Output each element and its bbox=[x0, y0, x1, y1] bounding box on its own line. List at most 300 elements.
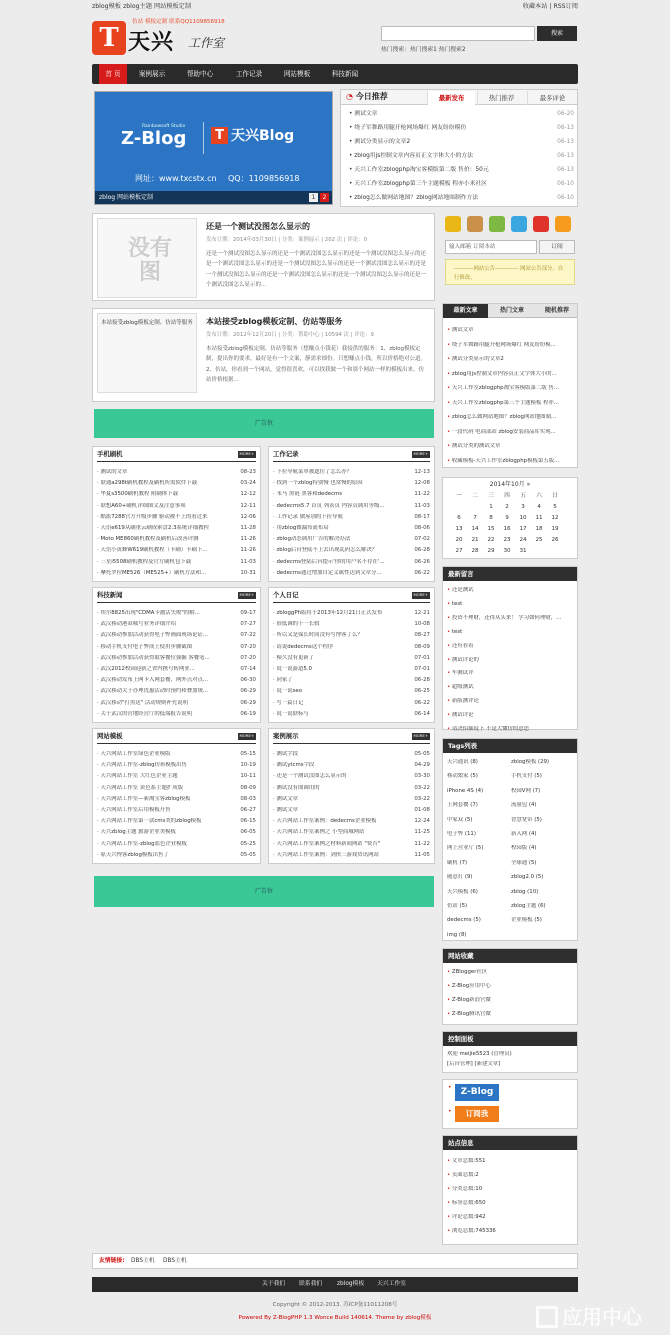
tag-link[interactable]: 校园V网 (7) bbox=[511, 787, 541, 794]
item-title: 武汉移动发布上网卡入网套餐，网外点对点... bbox=[100, 677, 209, 684]
list-item[interactable] bbox=[273, 547, 430, 553]
nav-worklog[interactable]: 工作记录 bbox=[235, 70, 263, 78]
calendar-day[interactable]: 29 bbox=[487, 548, 495, 555]
list-item[interactable] bbox=[273, 677, 430, 683]
comment-item[interactable] bbox=[447, 670, 573, 676]
item-text: 新版测评论 bbox=[451, 698, 479, 705]
list-item[interactable] bbox=[273, 503, 430, 509]
list-item[interactable] bbox=[273, 852, 430, 858]
nav-cases[interactable]: 案例展示 bbox=[138, 70, 166, 78]
list-item[interactable]: • 天兴工作室zblogphp淘宝客模版第二版 售价：50元 06-13 bbox=[349, 167, 574, 173]
bullet-icon: · bbox=[97, 762, 101, 769]
list-item[interactable] bbox=[273, 559, 430, 565]
bullet-icon: · bbox=[273, 795, 277, 802]
link-item[interactable] bbox=[447, 1011, 573, 1017]
bullet-icon: · bbox=[97, 513, 101, 520]
list-item[interactable] bbox=[97, 570, 256, 576]
list-item[interactable] bbox=[97, 469, 256, 475]
box-title[interactable]: 网站模板 bbox=[97, 732, 123, 740]
mail-icon[interactable] bbox=[467, 216, 483, 232]
item-title: zblog动态调用广告的解决办法 bbox=[276, 536, 351, 543]
bullet-icon: · bbox=[97, 536, 101, 543]
more-button[interactable]: MORE+ bbox=[239, 451, 254, 456]
list-item[interactable] bbox=[447, 429, 573, 435]
bullet-icon: · bbox=[273, 513, 277, 520]
footer-contact[interactable]: 联系我们 bbox=[299, 1281, 323, 1287]
item-text: zblog用js控制文章内容页正文字体大小的... bbox=[451, 370, 557, 377]
calendar-day[interactable] bbox=[467, 502, 483, 513]
list-item[interactable] bbox=[97, 807, 256, 813]
list-item[interactable] bbox=[447, 371, 573, 377]
weekday-label: 日 bbox=[552, 493, 558, 500]
footer-templates[interactable]: zblog模板 bbox=[337, 1281, 365, 1287]
item-title: 移动手机支付电子弊成上使用步骤截图 bbox=[100, 643, 193, 650]
calendar-day[interactable]: 3 bbox=[521, 504, 525, 511]
tag-link[interactable]: zblog模板 (29) bbox=[511, 759, 550, 765]
thumbnail-text: 本站接受zblog模板定制、仿站等服务 bbox=[101, 320, 193, 326]
link-item[interactable] bbox=[447, 997, 573, 1003]
calendar-day[interactable]: 25 bbox=[535, 537, 543, 544]
list-item[interactable] bbox=[447, 414, 573, 420]
control-panel-widget bbox=[442, 1031, 578, 1073]
tag-link[interactable]: 移动繁家 (5) bbox=[447, 773, 478, 780]
bullet-icon: • bbox=[447, 969, 452, 975]
list-item[interactable] bbox=[273, 841, 430, 847]
list-item[interactable] bbox=[273, 525, 430, 531]
calendar-day[interactable]: 27 bbox=[455, 548, 463, 555]
powered-by[interactable]: Powered By Z-BlogPHP 1.3 Wonce Build 140614. Theme by zblog模板 bbox=[238, 1315, 432, 1321]
hot-searches[interactable]: 热门搜索：热门搜索1 热门搜索2 bbox=[381, 47, 466, 53]
logo-mark: T bbox=[92, 21, 126, 55]
twitter-icon[interactable] bbox=[511, 216, 527, 232]
more-button[interactable]: MORE+ bbox=[239, 733, 254, 738]
post-thumbnail[interactable] bbox=[97, 218, 197, 298]
box-divider bbox=[273, 461, 430, 462]
calendar-day[interactable]: 19 bbox=[551, 526, 559, 533]
calendar-day[interactable]: 14 bbox=[471, 526, 479, 533]
stat-item[interactable] bbox=[447, 1200, 573, 1206]
stat-item[interactable] bbox=[447, 1158, 573, 1164]
item-title: 用zblog做漏布流布局 bbox=[276, 525, 329, 531]
item-date: 12-06 bbox=[240, 513, 256, 520]
tag-link[interactable]: 企业模板 (5) bbox=[511, 917, 542, 924]
search-input[interactable] bbox=[381, 26, 535, 41]
calendar-day[interactable]: 28 bbox=[471, 548, 479, 555]
list-item[interactable] bbox=[97, 632, 256, 638]
comment-item[interactable] bbox=[447, 601, 573, 607]
item-text: 超级测试 bbox=[451, 684, 474, 691]
list-item[interactable] bbox=[273, 785, 430, 791]
list-item[interactable] bbox=[273, 621, 430, 627]
list-item[interactable] bbox=[447, 327, 573, 333]
widget-title: 站点信息 bbox=[443, 1136, 577, 1150]
banner-page-1[interactable]: 1 bbox=[309, 193, 318, 202]
tag-link[interactable]: 天兴通讯 (8) bbox=[447, 759, 478, 765]
nav-templates[interactable]: 网站模板 bbox=[283, 70, 311, 78]
calendar-day[interactable]: 4 bbox=[537, 504, 541, 511]
tag-link[interactable]: 智慧宽带 (5) bbox=[511, 816, 542, 823]
tag-link[interactable]: 全球通 (5) bbox=[511, 859, 537, 866]
list-item[interactable] bbox=[273, 491, 430, 497]
tab-hot-articles[interactable]: 热门文章 bbox=[499, 307, 524, 314]
list-item[interactable] bbox=[447, 342, 573, 348]
calendar-day[interactable]: 18 bbox=[535, 526, 543, 533]
item-title: 测试文章 bbox=[276, 795, 299, 802]
calendar-day[interactable]: 6 bbox=[457, 515, 461, 522]
list-item[interactable] bbox=[273, 711, 430, 717]
list-item[interactable] bbox=[97, 762, 256, 768]
friend-link[interactable]: DBS主机 bbox=[131, 1258, 155, 1264]
item-title: 请说dedecms这个程序 bbox=[276, 643, 334, 650]
comment-item[interactable] bbox=[447, 587, 573, 593]
tag-link[interactable]: 校园版 (4) bbox=[511, 845, 537, 852]
bullet-icon: · bbox=[97, 621, 101, 628]
list-item[interactable]: • zblog怎么做网站地图？zblog网站地图制作方法 06-10 bbox=[349, 195, 574, 201]
calendar-day[interactable]: 20 bbox=[455, 537, 463, 544]
list-item[interactable] bbox=[273, 829, 430, 835]
list-item[interactable] bbox=[97, 841, 256, 847]
weibo-icon[interactable] bbox=[533, 216, 549, 232]
tag-link[interactable]: 天兴模板 (6) bbox=[447, 888, 478, 895]
stat-item[interactable] bbox=[447, 1186, 573, 1192]
list-item[interactable] bbox=[447, 356, 573, 362]
item-title: 所以又是保长时间没有写博客了么？ bbox=[276, 632, 363, 639]
item-text: 投资不理财，还得从头来！ 学习如何理财，... bbox=[451, 614, 562, 621]
calendar-day[interactable]: 31 bbox=[519, 548, 527, 555]
tab-newest-articles[interactable]: 最新文章 bbox=[443, 304, 488, 318]
logo-name: 天兴 bbox=[128, 29, 175, 55]
tag-link[interactable]: zblog2.0 (5) bbox=[511, 874, 544, 881]
comment-item[interactable] bbox=[447, 684, 573, 690]
tab-most-comments[interactable]: 最多评论 bbox=[527, 91, 577, 105]
list-item[interactable]: • 天兴工作室zblogphp第三个主题模板 程亦小米社区 06-10 bbox=[349, 181, 574, 187]
admin-links[interactable]: [后台管理] [新建文章] bbox=[447, 1061, 501, 1067]
tag-link[interactable]: zblog主题 (6) bbox=[511, 903, 546, 909]
tag-link[interactable]: dedecms (5) bbox=[447, 917, 481, 924]
list-item[interactable] bbox=[273, 762, 430, 768]
more-button[interactable]: MORE+ bbox=[413, 451, 428, 456]
calendar-day[interactable]: 17 bbox=[519, 526, 527, 533]
item-title: dedecms5.7 首页 列表页 内容页调用等级... bbox=[276, 502, 385, 509]
list-item[interactable] bbox=[97, 621, 256, 627]
list-item[interactable] bbox=[273, 469, 430, 475]
bullet-icon: · bbox=[273, 710, 277, 717]
stat-item[interactable] bbox=[447, 1172, 573, 1178]
search-button[interactable]: 搜索 bbox=[537, 26, 577, 41]
bullet-icon: · bbox=[97, 818, 101, 825]
weekday-label: 六 bbox=[536, 493, 542, 500]
post-title[interactable]: 本站接受zblog模板定制、仿站等服务 bbox=[206, 317, 343, 326]
list-item[interactable] bbox=[97, 666, 256, 672]
list-item[interactable] bbox=[97, 491, 256, 497]
qq-icon[interactable] bbox=[445, 216, 461, 232]
ad-banner[interactable]: 广告位 bbox=[94, 409, 434, 438]
calendar-week bbox=[451, 502, 563, 513]
item-date: 03-30 bbox=[414, 773, 430, 780]
item-title: dedecms登陆后台提示'你的用户名不存在'... bbox=[276, 558, 385, 565]
list-item[interactable] bbox=[97, 773, 256, 779]
calendar-day[interactable]: 2 bbox=[505, 504, 509, 511]
list-item[interactable] bbox=[97, 829, 256, 835]
calendar-week bbox=[451, 546, 563, 557]
item-text: 还有看着 bbox=[451, 642, 474, 649]
banner-caption-text: zblog 网站模板定制 bbox=[99, 194, 154, 201]
banner-slider[interactable] bbox=[94, 91, 333, 205]
bullet-icon: · bbox=[97, 643, 101, 650]
weekday-label: 一 bbox=[456, 493, 462, 500]
bullet-icon: • bbox=[447, 1158, 452, 1164]
bookmark-rss-links[interactable]: 收藏本站 | RSS订阅 bbox=[522, 3, 578, 10]
list-item[interactable] bbox=[97, 677, 256, 683]
list-item[interactable] bbox=[273, 773, 430, 779]
list-item[interactable] bbox=[273, 700, 430, 706]
category-box bbox=[268, 446, 435, 582]
clock-icon: ◔ bbox=[346, 92, 353, 101]
link-item[interactable] bbox=[447, 969, 573, 975]
comment-item[interactable] bbox=[447, 726, 573, 732]
rss-icon[interactable] bbox=[555, 216, 571, 232]
box-title[interactable]: 个人日记 bbox=[273, 591, 299, 599]
list-item[interactable] bbox=[97, 852, 256, 858]
list-item[interactable] bbox=[97, 751, 256, 757]
calendar-day[interactable]: 24 bbox=[519, 537, 527, 544]
item-text: 车测试评 bbox=[451, 670, 474, 677]
calendar-day[interactable]: 8 bbox=[489, 515, 493, 522]
bullet-icon: · bbox=[273, 773, 277, 780]
bullet-icon: · bbox=[97, 632, 101, 639]
list-item[interactable] bbox=[97, 610, 256, 616]
subscribe-button[interactable]: 订阅 bbox=[539, 240, 575, 254]
bullet-icon: · bbox=[273, 762, 277, 769]
calendar-day[interactable]: 1 bbox=[489, 504, 493, 511]
item-text: 收藏模板-天兴工作室zblogphp模板第五版... bbox=[451, 457, 560, 464]
tag-link[interactable]: 新入网 (4) bbox=[511, 831, 537, 837]
weekday-label: 二 bbox=[472, 493, 478, 500]
calendar-day[interactable]: 26 bbox=[551, 537, 559, 544]
post-thumbnail[interactable] bbox=[97, 313, 197, 393]
bullet-icon: · bbox=[97, 654, 101, 661]
calendar-next-icon[interactable]: » bbox=[526, 481, 531, 488]
calendar-day[interactable] bbox=[547, 546, 563, 557]
calendar-day[interactable]: 13 bbox=[455, 526, 463, 533]
weekday-label: 四 bbox=[504, 493, 510, 500]
list-item[interactable] bbox=[97, 559, 256, 565]
box-divider bbox=[97, 602, 256, 603]
list-item[interactable] bbox=[273, 644, 430, 650]
tag-link[interactable]: 网上营业厅 (5) bbox=[447, 845, 484, 852]
tag-link[interactable]: 仿站 (5) bbox=[447, 903, 468, 909]
bullet-icon: · bbox=[273, 632, 277, 639]
item-title: 下拉导航菜单被遮住了怎么办？ bbox=[276, 469, 352, 475]
list-item[interactable] bbox=[273, 688, 430, 694]
item-title: 说一说seo bbox=[276, 688, 303, 695]
list-item[interactable] bbox=[97, 480, 256, 486]
list-item[interactable] bbox=[273, 751, 430, 757]
list-item[interactable] bbox=[273, 666, 430, 672]
tag-link[interactable]: 流量包 (4) bbox=[511, 802, 537, 809]
list-item[interactable] bbox=[273, 655, 430, 661]
list-item[interactable] bbox=[97, 525, 256, 531]
today-header bbox=[341, 90, 577, 105]
bullet-icon: · bbox=[97, 851, 101, 858]
list-item[interactable] bbox=[97, 655, 256, 661]
list-item[interactable] bbox=[273, 796, 430, 802]
list-item[interactable] bbox=[97, 688, 256, 694]
item-title: 还是一个测试没图怎么显示的 bbox=[276, 773, 347, 780]
list-item[interactable] bbox=[273, 610, 430, 616]
banner-qq: QQ：1109856918 bbox=[228, 174, 300, 183]
item-date: 11-22 bbox=[414, 491, 430, 498]
post-title[interactable]: 还是一个测试没图怎么显示的 bbox=[206, 222, 310, 231]
list-item[interactable] bbox=[447, 458, 573, 464]
item-date: 06-30 bbox=[240, 677, 256, 684]
subscribe-email-input[interactable]: 输入邮箱 订阅本站 bbox=[445, 240, 537, 254]
list-item[interactable] bbox=[447, 443, 573, 449]
calendar-day[interactable] bbox=[531, 546, 547, 557]
main-nav bbox=[92, 64, 578, 84]
calendar-day[interactable]: 15 bbox=[487, 526, 495, 533]
list-item[interactable] bbox=[273, 807, 430, 813]
calendar-weekdays bbox=[451, 491, 563, 502]
ad-banner[interactable]: 广告位 bbox=[94, 876, 434, 907]
tag-link[interactable]: img (8) bbox=[447, 931, 467, 938]
item-date: 06-28 bbox=[414, 547, 430, 554]
list-item[interactable] bbox=[273, 480, 430, 486]
category-box bbox=[268, 728, 435, 864]
calendar-day[interactable]: 5 bbox=[553, 504, 557, 511]
list-item[interactable]: • 测试文章 06-20 bbox=[349, 111, 574, 117]
list-item[interactable] bbox=[97, 547, 256, 553]
link-item[interactable] bbox=[447, 983, 573, 989]
item-date: 08-23 bbox=[240, 469, 256, 475]
calendar-day[interactable] bbox=[451, 502, 467, 513]
post-card bbox=[92, 308, 435, 402]
more-button[interactable]: MORE+ bbox=[413, 592, 428, 597]
post-meta: 发布日期：2012年12月20日 | 分类：帮助中心 | 10594 次 | 评论：9 bbox=[206, 332, 374, 338]
tag-link[interactable]: 手机支付 (5) bbox=[511, 773, 542, 780]
calendar-day[interactable]: 16 bbox=[503, 526, 511, 533]
list-item[interactable] bbox=[273, 514, 430, 520]
tag-link[interactable]: zblog (10) bbox=[511, 888, 539, 895]
bookmarks-widget bbox=[442, 948, 578, 1025]
calendar-day[interactable]: 9 bbox=[505, 515, 509, 522]
list-item[interactable]: • 测试分类显示的文章2 06-13 bbox=[349, 139, 574, 145]
list-item[interactable] bbox=[273, 536, 430, 542]
calendar-day[interactable]: 12 bbox=[551, 515, 559, 522]
calendar-day[interactable]: 11 bbox=[535, 515, 543, 522]
qq-weibo-icon[interactable] bbox=[489, 216, 505, 232]
tab-latest[interactable]: 最新发布 bbox=[427, 91, 475, 105]
item-title: 测试的文章 bbox=[100, 469, 128, 475]
tag-link[interactable]: 随意打 (9) bbox=[447, 874, 473, 881]
nav-help[interactable]: 帮助中心 bbox=[186, 70, 214, 78]
tab-random-articles[interactable]: 随机推荐 bbox=[544, 307, 569, 314]
item-title: 天兴网站工作室-zblog蓝色企业模板 bbox=[100, 840, 187, 847]
nav-tech-news[interactable]: 科技新闻 bbox=[331, 70, 359, 78]
list-item[interactable] bbox=[273, 818, 430, 824]
list-item[interactable]: • zblog用js控制文章内容页正文字体大小的方法 06-13 bbox=[349, 153, 574, 159]
tag-link[interactable]: iPhone 4S (4) bbox=[447, 787, 484, 794]
no-image-placeholder: 没有图 bbox=[127, 236, 172, 285]
list-item[interactable] bbox=[447, 385, 573, 391]
calendar-day[interactable]: 10 bbox=[519, 515, 527, 522]
list-item[interactable] bbox=[273, 632, 430, 638]
comment-item[interactable] bbox=[447, 698, 573, 704]
item-text: 文章总数:551 bbox=[451, 1158, 486, 1164]
item-date: 06-27 bbox=[240, 807, 256, 813]
comment-item[interactable] bbox=[447, 657, 573, 663]
list-item[interactable] bbox=[97, 503, 256, 509]
box-title[interactable]: 工作记录 bbox=[273, 450, 299, 458]
stat-item[interactable] bbox=[447, 1228, 573, 1234]
list-item[interactable] bbox=[97, 711, 256, 717]
comment-item[interactable] bbox=[447, 712, 573, 718]
list-item[interactable] bbox=[97, 796, 256, 802]
category-box bbox=[268, 587, 435, 723]
box-divider bbox=[97, 743, 256, 744]
banner-page-2[interactable]: 2 bbox=[320, 193, 329, 202]
comment-item[interactable] bbox=[447, 643, 573, 649]
comment-item[interactable] bbox=[447, 629, 573, 635]
list-item[interactable]: • 绕子军舞路用腿开枪网场爆红 网友纷纷模仿 06-13 bbox=[349, 125, 574, 131]
calendar-day[interactable]: 7 bbox=[473, 515, 477, 522]
list-item[interactable] bbox=[97, 700, 256, 706]
list-item[interactable] bbox=[97, 536, 256, 542]
calendar-day[interactable]: 30 bbox=[503, 548, 511, 555]
bullet-icon: • bbox=[447, 642, 452, 649]
friend-link[interactable]: DBS主机 bbox=[163, 1258, 187, 1264]
box-title[interactable]: 手机刷机 bbox=[97, 450, 123, 458]
tag-link[interactable]: 中家双 (5) bbox=[447, 816, 473, 823]
footer-about[interactable]: 关于我们 bbox=[262, 1281, 286, 1287]
calendar-day[interactable]: 22 bbox=[487, 537, 495, 544]
subscribe-badge[interactable]: 订阅我 bbox=[455, 1106, 499, 1122]
list-item[interactable] bbox=[97, 818, 256, 824]
item-date: 11-26 bbox=[240, 547, 256, 554]
calendar-day[interactable]: 21 bbox=[471, 537, 479, 544]
comment-item[interactable] bbox=[447, 615, 573, 621]
item-title: 摩托罗拉ME526（ME525+）刷机方法和... bbox=[100, 569, 207, 576]
bullet-icon: · bbox=[97, 677, 101, 684]
item-date: 06-22 bbox=[414, 699, 430, 706]
tab-hot[interactable]: 热门推荐 bbox=[477, 91, 525, 105]
more-button[interactable]: MORE+ bbox=[239, 592, 254, 597]
tag-link[interactable]: 刷机 (7) bbox=[447, 859, 468, 866]
stat-item[interactable] bbox=[447, 1214, 573, 1220]
footer-studio[interactable]: 天兴工作室 bbox=[377, 1281, 406, 1287]
list-item[interactable] bbox=[273, 570, 430, 576]
item-title: 测试文章 bbox=[276, 807, 299, 813]
list-item[interactable] bbox=[97, 785, 256, 791]
list-item[interactable] bbox=[97, 644, 256, 650]
item-date: 05-05 bbox=[414, 751, 430, 757]
box-title[interactable]: 科技新闻 bbox=[97, 591, 123, 599]
zblog-badge[interactable]: Z-Blog bbox=[455, 1084, 499, 1101]
list-item[interactable] bbox=[97, 514, 256, 520]
calendar-day[interactable]: 23 bbox=[503, 537, 511, 544]
nav-home[interactable]: 首 页 bbox=[99, 64, 127, 84]
tag-link[interactable]: 上网套餐 (7) bbox=[447, 802, 478, 809]
item-date: 08-09 bbox=[240, 784, 256, 791]
bullet-icon: · bbox=[97, 751, 101, 757]
tag-link[interactable]: 电子弊 (11) bbox=[447, 831, 476, 837]
bullet-icon: · bbox=[97, 480, 101, 487]
list-item[interactable] bbox=[447, 400, 573, 406]
site-logo[interactable] bbox=[92, 19, 252, 59]
bullet-icon: · bbox=[97, 610, 101, 616]
more-button[interactable]: MORE+ bbox=[413, 733, 428, 738]
box-title[interactable]: 案例展示 bbox=[273, 732, 299, 740]
